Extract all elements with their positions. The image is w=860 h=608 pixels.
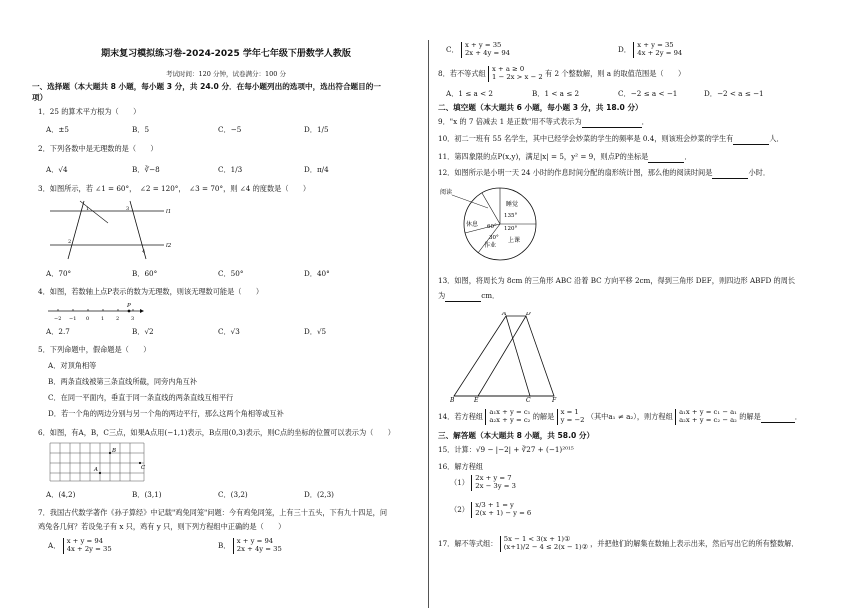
q7-option-d — [618, 42, 682, 58]
q4-option-a: A．2.7 — [46, 327, 70, 336]
q16-part-2: （2） x/3 + 1 = y 2(x + 1) − y = 6 — [450, 501, 532, 517]
q6-grid-figure — [48, 441, 146, 483]
q12-angle-135: 135° — [504, 213, 518, 219]
q12-angle-30: 30° — [489, 235, 499, 241]
q4-tick: −2 — [54, 316, 62, 322]
q1-option-c: C．−5 — [218, 125, 242, 134]
q16-part-2-system: x/3 + 1 = y 2(x + 1) − y = 6 — [471, 502, 531, 518]
q6-option-b: B．(3,1) — [132, 490, 162, 499]
q6-point-b: B — [112, 448, 117, 454]
q14-system-2: a₁x + y = c₁ − a₁ a₂x + y = c₂ − a₂ — [675, 409, 737, 425]
q13-point-c: C — [526, 397, 531, 402]
q5-option-d: D．若一个角的两边分别与另一个角的两边平行，那么这两个角相等或互补 — [48, 409, 284, 418]
q4-tick: 1 — [101, 316, 105, 322]
q3-figure — [44, 199, 174, 261]
q12-label-sleep: 睡觉 — [506, 201, 519, 208]
q7-option-b — [218, 538, 282, 554]
q3-option-a: A．70° — [46, 269, 72, 278]
q5-option-a: A．对顶角相等 — [48, 361, 97, 370]
q5-stem: 5．下列命题中，假命题是（ ） — [38, 345, 151, 354]
q7-option-d-label: D． — [618, 44, 631, 54]
q14-solution: x = 1 y = −2 — [557, 409, 585, 425]
q4-tick: −1 — [69, 316, 77, 322]
q11: 11．第四象限的点P(x,y)，满足|x| = 5，y² = 9，则点P的坐标是 ． — [438, 152, 692, 161]
q1-stem: 1．25 的算术平方根为（ ） — [38, 107, 141, 116]
q8-option-a: A．1 ≤ a < 2 — [446, 89, 493, 98]
q7-option-a-system: x + y = 94 4x + 2y = 35 — [63, 538, 112, 554]
q7-option-a-label: A． — [48, 540, 61, 550]
q2-options — [46, 165, 390, 175]
q3-option-b: B．60° — [132, 269, 158, 278]
q16: 16．解方程组 — [438, 462, 484, 471]
q12-answer-blank — [712, 168, 748, 179]
q4-stem: 4．如图，若数轴上点P表示的数为无理数，则该无理数可能是（ ） — [38, 287, 264, 296]
q16-part-1: （1） 2x + y = 7 2x − 3y = 3 — [450, 474, 516, 490]
q16-part-1-system: 2x + y = 7 2x − 3y = 3 — [471, 475, 516, 491]
q8-option-b: B．1 < a ≤ 2 — [532, 89, 580, 98]
q4-option-b: B．√2 — [132, 327, 154, 336]
q8-option-c: C．−2 ≤ a < −1 — [618, 89, 678, 98]
q10-answer-blank — [733, 134, 769, 145]
exam-meta: 考试时间：120 分钟，试卷满分：100 分 — [166, 70, 286, 78]
q6-option-d: D．(2,3) — [304, 490, 334, 499]
q7-option-d-system: x + y = 35 4x + 2y = 94 — [633, 42, 682, 58]
q3-line-l1: l1 — [166, 209, 172, 215]
q13-point-b: B — [450, 397, 455, 402]
q17: 17．解不等式组： 5x − 1 < 3(x + 1)① (x+1)/2 − 4 ≤ 2(x − 1)② ，并把他们的解集在数轴上表示出来，然后写出它的所有整数解． — [438, 535, 799, 551]
q3-angle-2: 2 — [68, 239, 72, 245]
q12-label-homework: 作业 — [484, 242, 497, 249]
q5-option-c: C．在同一平面内，垂直于同一条直线的两条直线互相平行 — [48, 393, 234, 402]
q8-options — [446, 89, 790, 99]
q6-option-c: C．(3,2) — [218, 490, 248, 499]
q2-option-d: D．π/4 — [304, 165, 329, 174]
q7-option-c — [446, 42, 510, 58]
q4-tick: 0 — [86, 316, 90, 322]
q13-point-e: E — [474, 397, 479, 402]
q1-option-a: A．±5 — [46, 125, 69, 134]
q6-option-a: A．(4,2) — [46, 490, 76, 499]
q7-option-c-label: C． — [446, 44, 459, 54]
section-1-heading: 一、选择题（本大题共 8 小题，每小题 3 分，共 24.0 分．在每小题列出的选项中，选出符合题目的一 — [32, 82, 381, 91]
q7-option-a — [48, 538, 112, 554]
q3-options — [46, 269, 390, 279]
q12-pie-figure — [438, 184, 548, 264]
q13-point-d: D — [526, 312, 531, 317]
q9-answer-blank — [582, 117, 642, 128]
q14-answer-blank — [761, 412, 795, 423]
q13-point-a: A — [502, 312, 507, 317]
q2-option-a: A．√4 — [46, 165, 68, 174]
q3-stem: 3．如图所示，若 ∠1 = 60°， ∠2 = 120°， ∠3 = 70°，则 ∠4 的度数是（ ） — [38, 184, 311, 193]
q13-answer-blank — [445, 291, 481, 302]
section-2-heading: 二、填空题（本大题共 6 小题，每小题 3 分，共 18.0 分） — [438, 103, 643, 112]
q12-label-reading: 阅读 — [440, 189, 453, 196]
q3-option-c: C．50° — [218, 269, 244, 278]
q15: 15．计算：√9 − |−2| + ∛27 + (−1)²⁰¹⁵ — [438, 445, 574, 454]
q1-options — [46, 125, 390, 135]
q4-tick: 3 — [131, 316, 135, 322]
q4-point-p: P — [127, 303, 131, 309]
q12-label-rest: 休息 — [466, 221, 479, 228]
q3-option-d: D．40° — [304, 269, 330, 278]
section-3-heading: 三、解答题（本大题共 8 小题，共 58.0 分） — [438, 431, 595, 440]
q4-number-line — [46, 299, 146, 325]
q7-option-c-system: x + y = 35 2x + 4y = 94 — [461, 42, 510, 58]
q12-label-class: 上课 — [508, 237, 521, 244]
q6-point-c: C — [141, 465, 146, 471]
q3-angle-1: 1 — [86, 206, 90, 212]
q17-system: 5x − 1 < 3(x + 1)① (x+1)/2 − 4 ≤ 2(x − 1)② — [500, 536, 588, 552]
q8-stem: 8．若不等式组 x + a ≥ 0 1 − 2x > x − 2 有 2 个整数解，则 a 的取值范围是（ ） — [438, 65, 686, 81]
q9: 9．"x 的 7 倍减去 1 是正数"用不等式表示为 ． — [438, 117, 649, 126]
q7-stem-cont: 鸡兔各几何？若设兔子有 x 只，鸡有 y 只，则下列方程组中正确的是（ ） — [38, 522, 286, 531]
q4-options — [46, 327, 390, 337]
q3-line-l2: l2 — [166, 243, 172, 249]
q5-option-b: B．两条直线被第三条直线所截，同旁内角互补 — [48, 377, 198, 386]
q14: 14．若方程组 a₁x + y = c₁ a₂x + y = c₂ 的解是 x = 1 y = −2 （其中a₁ ≠ a₂），则方程组 a₁x + y = c₁ − a₁ a₂x + y = c₂ − a₂ 的解是 ． — [438, 408, 802, 424]
q8-system: x + a ≥ 0 1 − 2x > x − 2 — [488, 66, 543, 82]
q8-option-d: D．−2 < a ≤ −1 — [704, 89, 764, 98]
q12-angle-60: 60° — [487, 224, 497, 230]
q12: 12．如图所示是小明一天 24 小时的作息时间分配的扇形统计图，那么他的阅读时间是 小时． — [438, 168, 771, 177]
q7-option-b-system: x + y = 94 2x + 4y = 35 — [233, 538, 282, 554]
q7-stem: 7．我国古代数学著作《孙子算经》中记载"鸡兔同笼"问题：今有鸡兔同笼，上有三十五头，下有九十四足，问 — [38, 508, 388, 517]
q7-option-b-label: B． — [218, 540, 231, 550]
q6-options — [46, 490, 390, 500]
q13-stem-cont: 为 cm． — [438, 291, 500, 300]
q1-option-b: B．5 — [132, 125, 150, 134]
q6-stem: 6．如图，有A，B，C三点，如果A点用(−1,1)表示，B点用(0,3)表示，则C点的坐标的位置可以表示为（ ） — [38, 428, 395, 437]
q4-option-d: D．√5 — [304, 327, 327, 336]
section-1-heading-cont: 项） — [32, 93, 48, 102]
q14-system-1: a₁x + y = c₁ a₂x + y = c₂ — [485, 409, 530, 425]
q13-figure — [450, 312, 560, 402]
q12-angle-120: 120° — [504, 226, 518, 232]
q13-stem: 13．如图，将周长为 8cm 的三角形 ABC 沿着 BC 方向平移 2cm，得到三角形 DEF，则四边形 ABFD 的周长 — [438, 276, 796, 285]
q3-angle-3: 3 — [126, 206, 130, 212]
page-title: 期末复习模拟练习卷-2024-2025 学年七年级下册数学人教版 — [101, 49, 351, 59]
q4-option-c: C．√3 — [218, 327, 240, 336]
q6-point-a: A — [94, 467, 98, 473]
q1-option-d: D．1/5 — [304, 125, 329, 134]
column-divider — [428, 40, 429, 608]
q3-angle-4: 4 — [142, 249, 146, 255]
q2-option-c: C．1/3 — [218, 165, 243, 174]
q2-option-b: B．∛−8 — [132, 165, 160, 174]
q11-answer-blank — [648, 152, 684, 163]
q13-point-f: F — [552, 397, 557, 402]
q10: 10．初二一班有 55 名学生，其中已经学会炒菜的学生的频率是 0.4，则该班会炒菜的学生有 人． — [438, 134, 784, 143]
q2-stem: 2．下列各数中是无理数的是（ ） — [38, 144, 158, 153]
q4-tick: 2 — [116, 316, 120, 322]
